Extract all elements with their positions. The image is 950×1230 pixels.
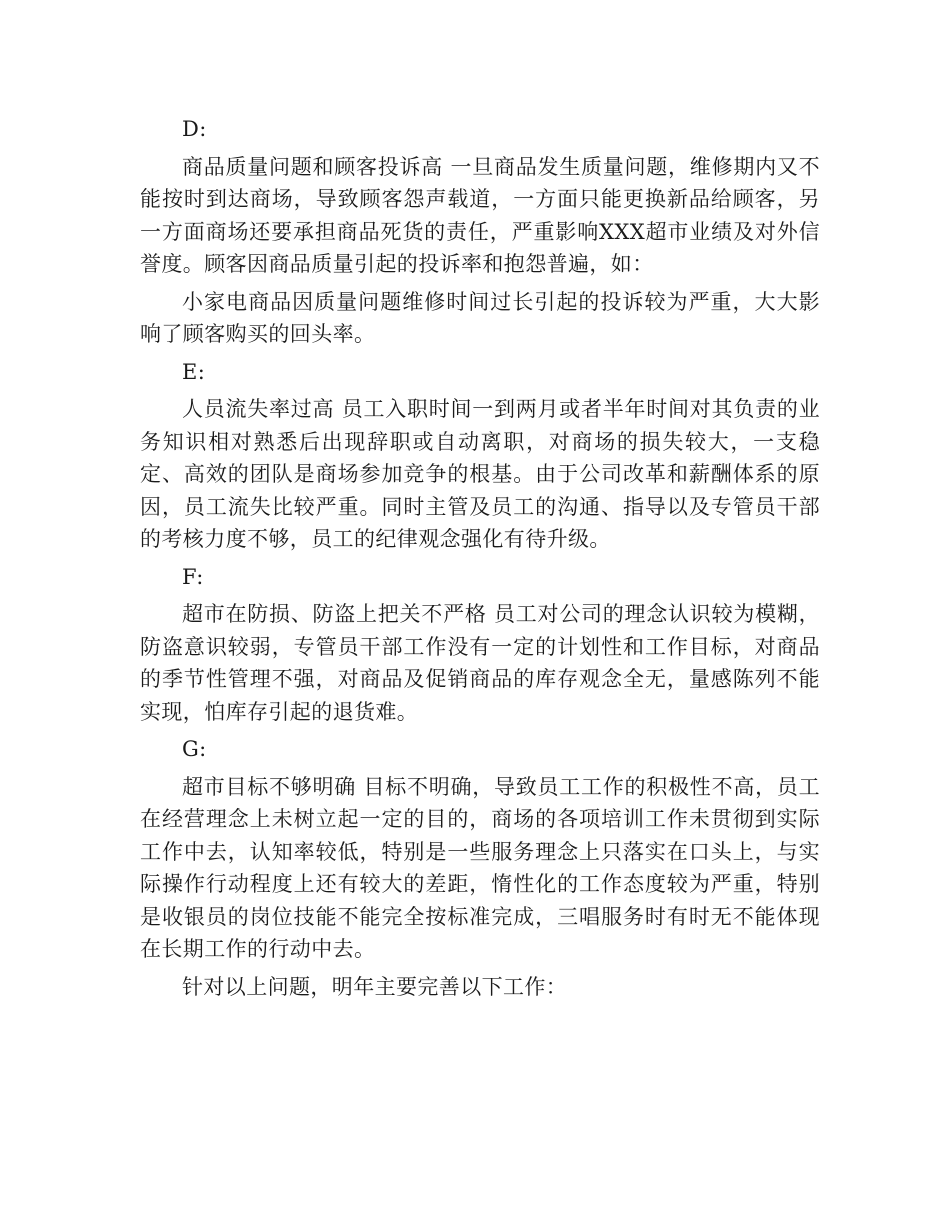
section-d-label: D: (182, 117, 207, 141)
section-f-paragraph-1: 超市在防损、防盗上把关不严格 员工对公司的理念认识较为模糊，防盗意识较弱，专管员干部工作没有一定的计划性和工作目标，对商品的季节性管理不强，对商品及促销商品的库存观念全无，量感陈列不能实现，怕库存引起的退货难。 (140, 602, 820, 724)
closing-paragraph: 针对以上问题，明年主要完善以下工作： (182, 974, 568, 999)
section-d (140, 113, 820, 351)
section-f-label: F: (182, 564, 204, 589)
section-d-paragraph-2: 小家电商品因质量问题维修时间过长引起的投诉较为严重，大大影响了顾客购买的回头率。 (140, 289, 820, 346)
section-e-paragraph-1: 人员流失率过高 员工入职时间一到两月或者半年时间对其负责的业务知识相对熟悉后出现辞职或自动离职，对商场的损失较大，一支稳定、高效的团队是商场参加竞争的根基。由于公司改革和薪酬体系的原因，员工流失比较严重。同时主管及员工的沟通、指导以及专管员干部的考核力度不够，员工的纪律观念强化有待升级。 (140, 397, 820, 551)
section-e-label: E: (182, 359, 206, 384)
section-e (140, 356, 820, 556)
section-g-paragraph-1: 超市目标不够明确 目标不明确，导致员工工作的积极性不高，员工在经营理念上未树立起一定的目的，商场的各项培训工作未贯彻到实际工作中去，认知率较低，特别是一些服务理念上只落实在口头上，与实际操作行动程度上还有较大的差距，惰性化的工作态度较为严重，特别是收银员的岗位技能不能完全按标准完成，三唱服务时有时无不能体现在长期工作的行动中去。 (140, 774, 820, 961)
document-body (140, 113, 820, 1003)
section-d-paragraph-1: 商品质量问题和顾客投诉高 一旦商品发生质量问题，维修期内又不能按时到达商场，导致顾客怨声载道，一方面只能更换新品给顾客，另一方面商场还要承担商品死货的责任，严重影响XXX超市业绩及对外信誉度。顾客因商品质量引起的投诉率和抱怨普遍，如： (140, 154, 820, 276)
section-f (140, 561, 820, 729)
section-g-label: G: (182, 737, 207, 761)
section-g (140, 733, 820, 966)
